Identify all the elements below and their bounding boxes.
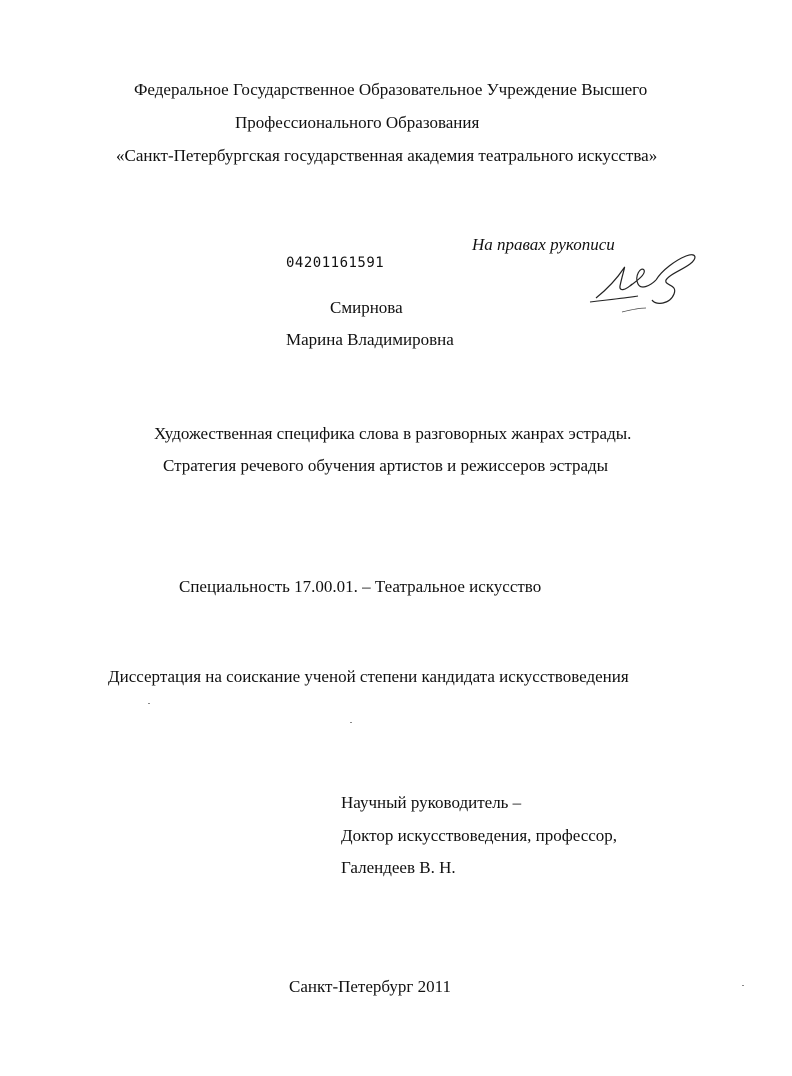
- author-given-names: Марина Владимировна: [286, 330, 454, 349]
- manuscript-note: На правах рукописи: [472, 235, 615, 254]
- scan-speck: [148, 703, 150, 704]
- degree-statement: Диссертация на соискание ученой степени кандидата искусствоведения: [108, 667, 629, 686]
- supervisor-name: Галендеев В. Н.: [341, 858, 456, 877]
- supervisor-label: Научный руководитель –: [341, 793, 522, 812]
- author-surname: Смирнова: [330, 298, 403, 317]
- thesis-title-line-2: Стратегия речевого обучения артистов и режиссеров эстрады: [163, 456, 609, 475]
- institution-line-2: Профессионального Образования: [235, 113, 480, 132]
- place-and-year: Санкт-Петербург 2011: [289, 977, 451, 996]
- handwritten-signature: [586, 240, 706, 320]
- institution-line-3: «Санкт-Петербургская государственная академия театрального искусства»: [116, 146, 658, 165]
- thesis-title-line-1: Художественная специфика слова в разговорных жанрах эстрады.: [154, 424, 632, 443]
- scan-speck: [742, 985, 744, 986]
- supervisor-credentials: Доктор искусствоведения, профессор,: [341, 826, 618, 845]
- scan-speck: [350, 722, 352, 723]
- specialty: Специальность 17.00.01. – Театральное искусство: [179, 577, 542, 596]
- registration-number: 04201161591: [286, 255, 385, 271]
- institution-line-1: Федеральное Государственное Образовательное Учреждение Высшего: [134, 80, 648, 99]
